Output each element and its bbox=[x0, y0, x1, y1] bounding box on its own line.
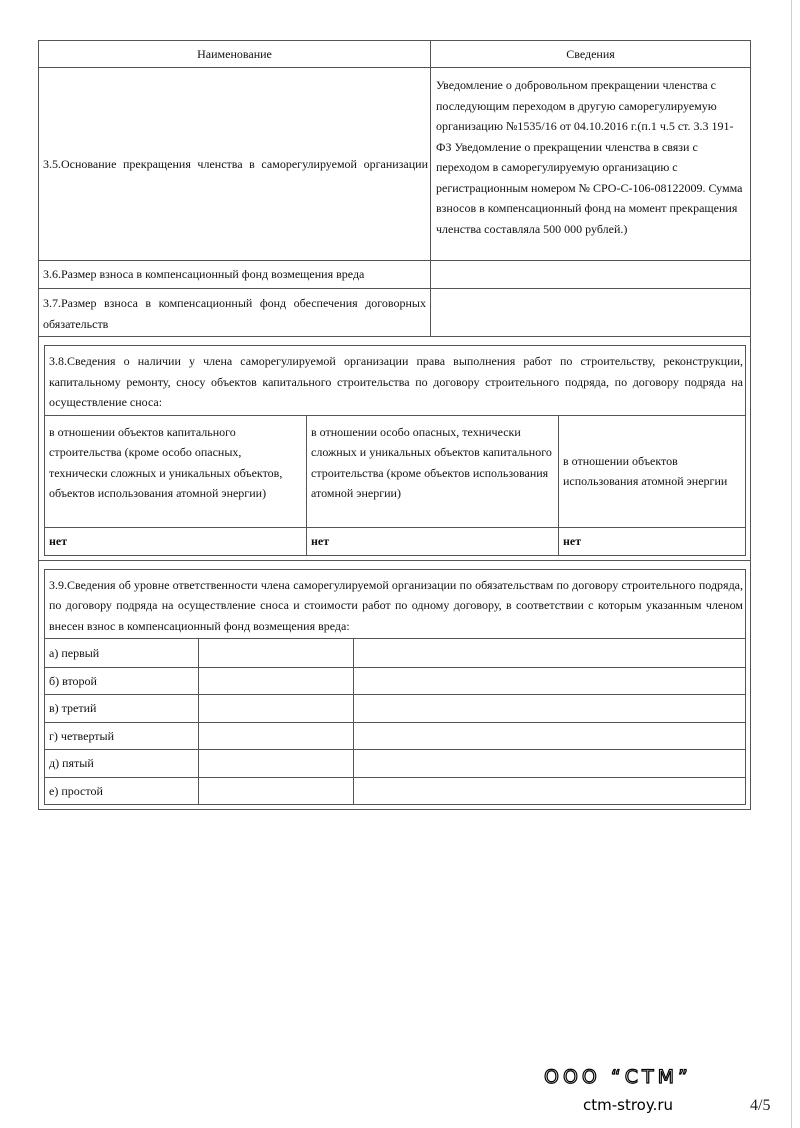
list-item bbox=[45, 749, 745, 777]
company-site: ctm-stroy.ru bbox=[583, 1096, 674, 1114]
responsibility-levels bbox=[45, 639, 745, 804]
row-3-7-value bbox=[431, 289, 750, 336]
section-3-8-columns bbox=[45, 416, 745, 528]
row-3-7-label: 3.7.Размер взноса в компенсационный фонд обеспечения договорных обязательств bbox=[43, 296, 426, 331]
header-info: Сведения bbox=[566, 46, 615, 61]
section-3-9-heading: 3.9.Сведения об уровне ответственности члена саморегулируемой организации по обязательствам по договору строительного подряда, по договору подряда на осуществление сноса и стоимости работ по одному договору, в соответствии с которым указанным членом внесен взнос в компенсационный фонд возмещения вреда: bbox=[45, 570, 745, 640]
column-hazardous-objects: в отношении особо опасных, технически сложных и уникальных объектов капитального строительства (кроме объектов использования атомной энергии) bbox=[307, 416, 559, 527]
section-3-9 bbox=[39, 561, 750, 810]
page-number: 4/5 bbox=[750, 1097, 771, 1114]
list-item bbox=[45, 722, 745, 750]
section-3-8 bbox=[39, 337, 750, 561]
value-hazardous-objects: нет bbox=[307, 528, 559, 555]
list-item bbox=[45, 667, 745, 695]
row-3-5-label: 3.5.Основание прекращения членства в саморегулируемой организации bbox=[43, 156, 428, 171]
level-label: б) второй bbox=[45, 668, 199, 695]
section-3-8-heading: 3.8.Сведения о наличии у члена саморегулируемой организации права выполнения работ по строительству, реконструкции, капитальному ремонту, сносу объектов капитального строительства по договору строительного подряда, по договору подряда на осуществление сноса: bbox=[45, 346, 745, 416]
value-capital-objects: нет bbox=[45, 528, 307, 555]
level-label: е) простой bbox=[45, 778, 199, 805]
section-3-8-values bbox=[45, 528, 745, 555]
company-watermark: ООО “СТМ” bbox=[544, 1066, 692, 1088]
table-header-row bbox=[39, 41, 750, 68]
list-item bbox=[45, 639, 745, 667]
row-3-6-value bbox=[431, 261, 750, 288]
header-name: Наименование bbox=[39, 41, 431, 67]
list-item bbox=[45, 777, 745, 805]
row-3-5-value: Уведомление о добровольном прекращении членства с последующим переходом в другую саморегулируемую организацию №1535/16 от 04.10.2016 г.(п.1 ч.5 ст. 3.3 191-ФЗ Уведомление о прекращении членства в связи с переходом в саморегулируемую организацию с регистрационным номером № СРО-С-106-08122009. Сумма взносов в компенсационный фонд на момент прекращения членства составляла 500 000 рублей.) bbox=[436, 78, 743, 236]
row-3-6-label: 3.6.Размер взноса в компенсационный фонд возмещения вреда bbox=[39, 261, 431, 288]
value-nuclear-objects: нет bbox=[563, 533, 582, 548]
column-capital-objects: в отношении объектов капитального строительства (кроме особо опасных, технически сложных и уникальных объектов, объектов использования атомной энергии) bbox=[45, 416, 307, 527]
list-item bbox=[45, 694, 745, 722]
row-3-6 bbox=[39, 261, 750, 289]
membership-details-table bbox=[38, 40, 751, 810]
level-label: г) четвертый bbox=[45, 723, 199, 750]
level-label: а) первый bbox=[45, 639, 199, 667]
level-label: д) пятый bbox=[45, 750, 199, 777]
row-3-7 bbox=[39, 289, 750, 337]
level-label: в) третий bbox=[45, 695, 199, 722]
row-3-5 bbox=[39, 68, 750, 261]
column-nuclear-objects: в отношении объектов использования атомной энергии bbox=[563, 453, 728, 488]
